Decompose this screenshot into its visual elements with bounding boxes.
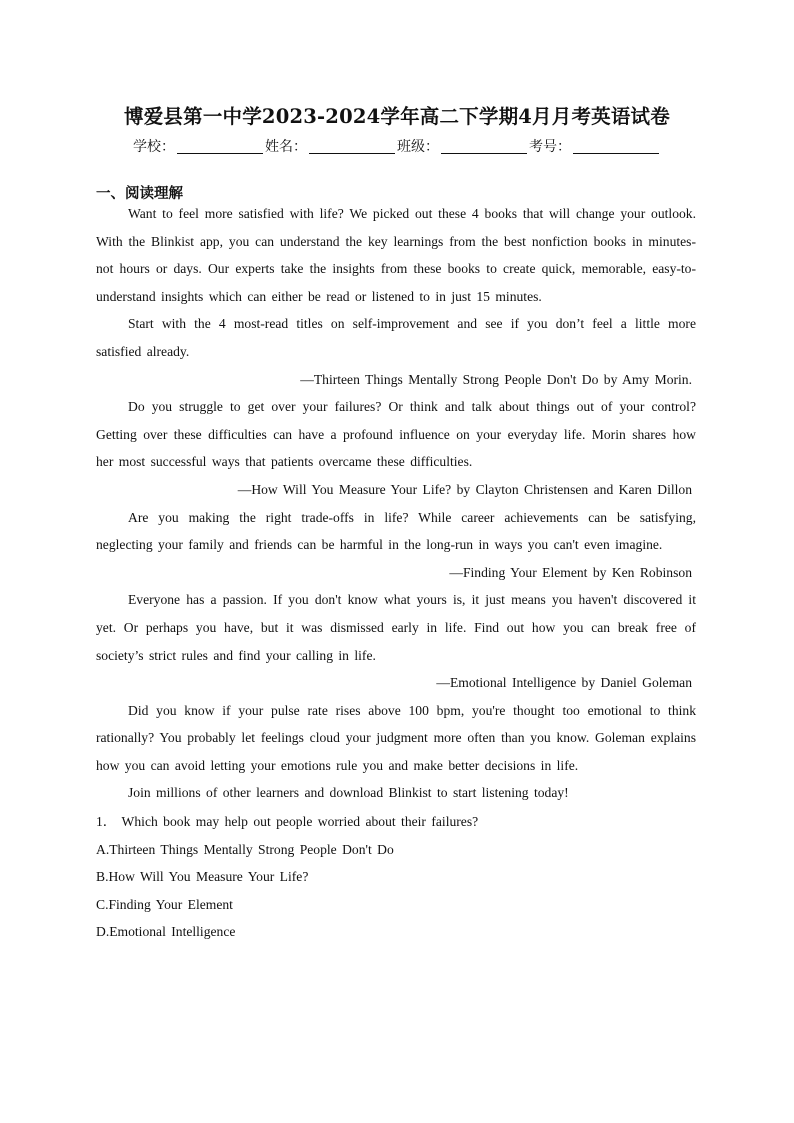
book-description: Do you struggle to get over your failures? Or think and talk about things out of your control? Getting over these difficulties can have a profound influence on your everyday life. Morin shares how her most successful ways that patients overcame these difficulties. bbox=[96, 399, 696, 470]
option-c[interactable]: C.Finding Your Element bbox=[96, 896, 233, 912]
name-label: 姓名： bbox=[265, 139, 307, 155]
class-blank[interactable] bbox=[441, 139, 527, 154]
book-source: —Emotional Intelligence by Daniel Goleman bbox=[436, 675, 692, 691]
question-text: Which book may help out people worried about their failures? bbox=[121, 814, 479, 830]
book-description: Everyone has a passion. If you don't know what yours is, it just means you haven't discovered it yet. Or perhaps you have, but it was dismissed early in life. Find out how you can break free of society’s strict rules and find your calling in life. bbox=[96, 592, 696, 663]
book-source: —Thirteen Things Mentally Strong People Don't Do by Amy Morin. bbox=[300, 371, 692, 387]
option-b[interactable]: B.How Will You Measure Your Life? bbox=[96, 869, 309, 885]
option-d[interactable]: D.Emotional Intelligence bbox=[96, 924, 236, 940]
name-blank[interactable] bbox=[309, 139, 395, 154]
book-source: —Finding Your Element by Ken Robinson bbox=[449, 564, 692, 580]
question-number: 1． bbox=[96, 814, 117, 830]
book-description: Are you making the right trade-offs in life? While career achievements can be satisfying, neglecting your family and friends can be harmful in the long-run in ways you can't even imagine. bbox=[96, 509, 696, 553]
option-a[interactable]: A.Thirteen Things Mentally Strong People Don't Do bbox=[96, 841, 394, 857]
exam-number-label: 考号： bbox=[529, 139, 571, 155]
passage-closing: Join millions of other learners and download Blinkist to start listening today! bbox=[128, 785, 569, 801]
passage-start: Start with the 4 most-read titles on self-improvement and see if you don’t feel a little more satisfied already. bbox=[96, 316, 696, 359]
page-title: 博爱县第一中学2023-2024学年高二下学期4月月考英语试卷 bbox=[124, 105, 670, 128]
passage-intro: Want to feel more satisfied with life? We picked out these 4 books that will change your outlook. With the Blinkist app, you can understand the key learnings from the best nonfiction books in minutes-not hours or days. Our experts take the insights from these books to create quick, memorable, easy-to-understand insights which can either be read or listened to in just 15 minutes. bbox=[96, 206, 696, 304]
book-source: —How Will You Measure Your Life? by Clayton Christensen and Karen Dillon bbox=[237, 481, 692, 497]
book-description: Did you know if your pulse rate rises above 100 bpm, you're thought too emotional to think rationally? You probably let feelings cloud your judgment more often than you know. Goleman explains how you can avoid letting your emotions rule you and make better decisions in life. bbox=[96, 702, 696, 773]
question-stem bbox=[96, 808, 696, 836]
class-label: 班级： bbox=[397, 139, 439, 155]
exam-number-blank[interactable] bbox=[573, 139, 659, 154]
section-heading: 一、阅读理解 bbox=[96, 186, 183, 202]
student-info-line bbox=[0, 136, 794, 156]
reading-passage bbox=[96, 200, 696, 946]
school-blank[interactable] bbox=[177, 139, 263, 154]
school-label: 学校： bbox=[133, 139, 175, 155]
